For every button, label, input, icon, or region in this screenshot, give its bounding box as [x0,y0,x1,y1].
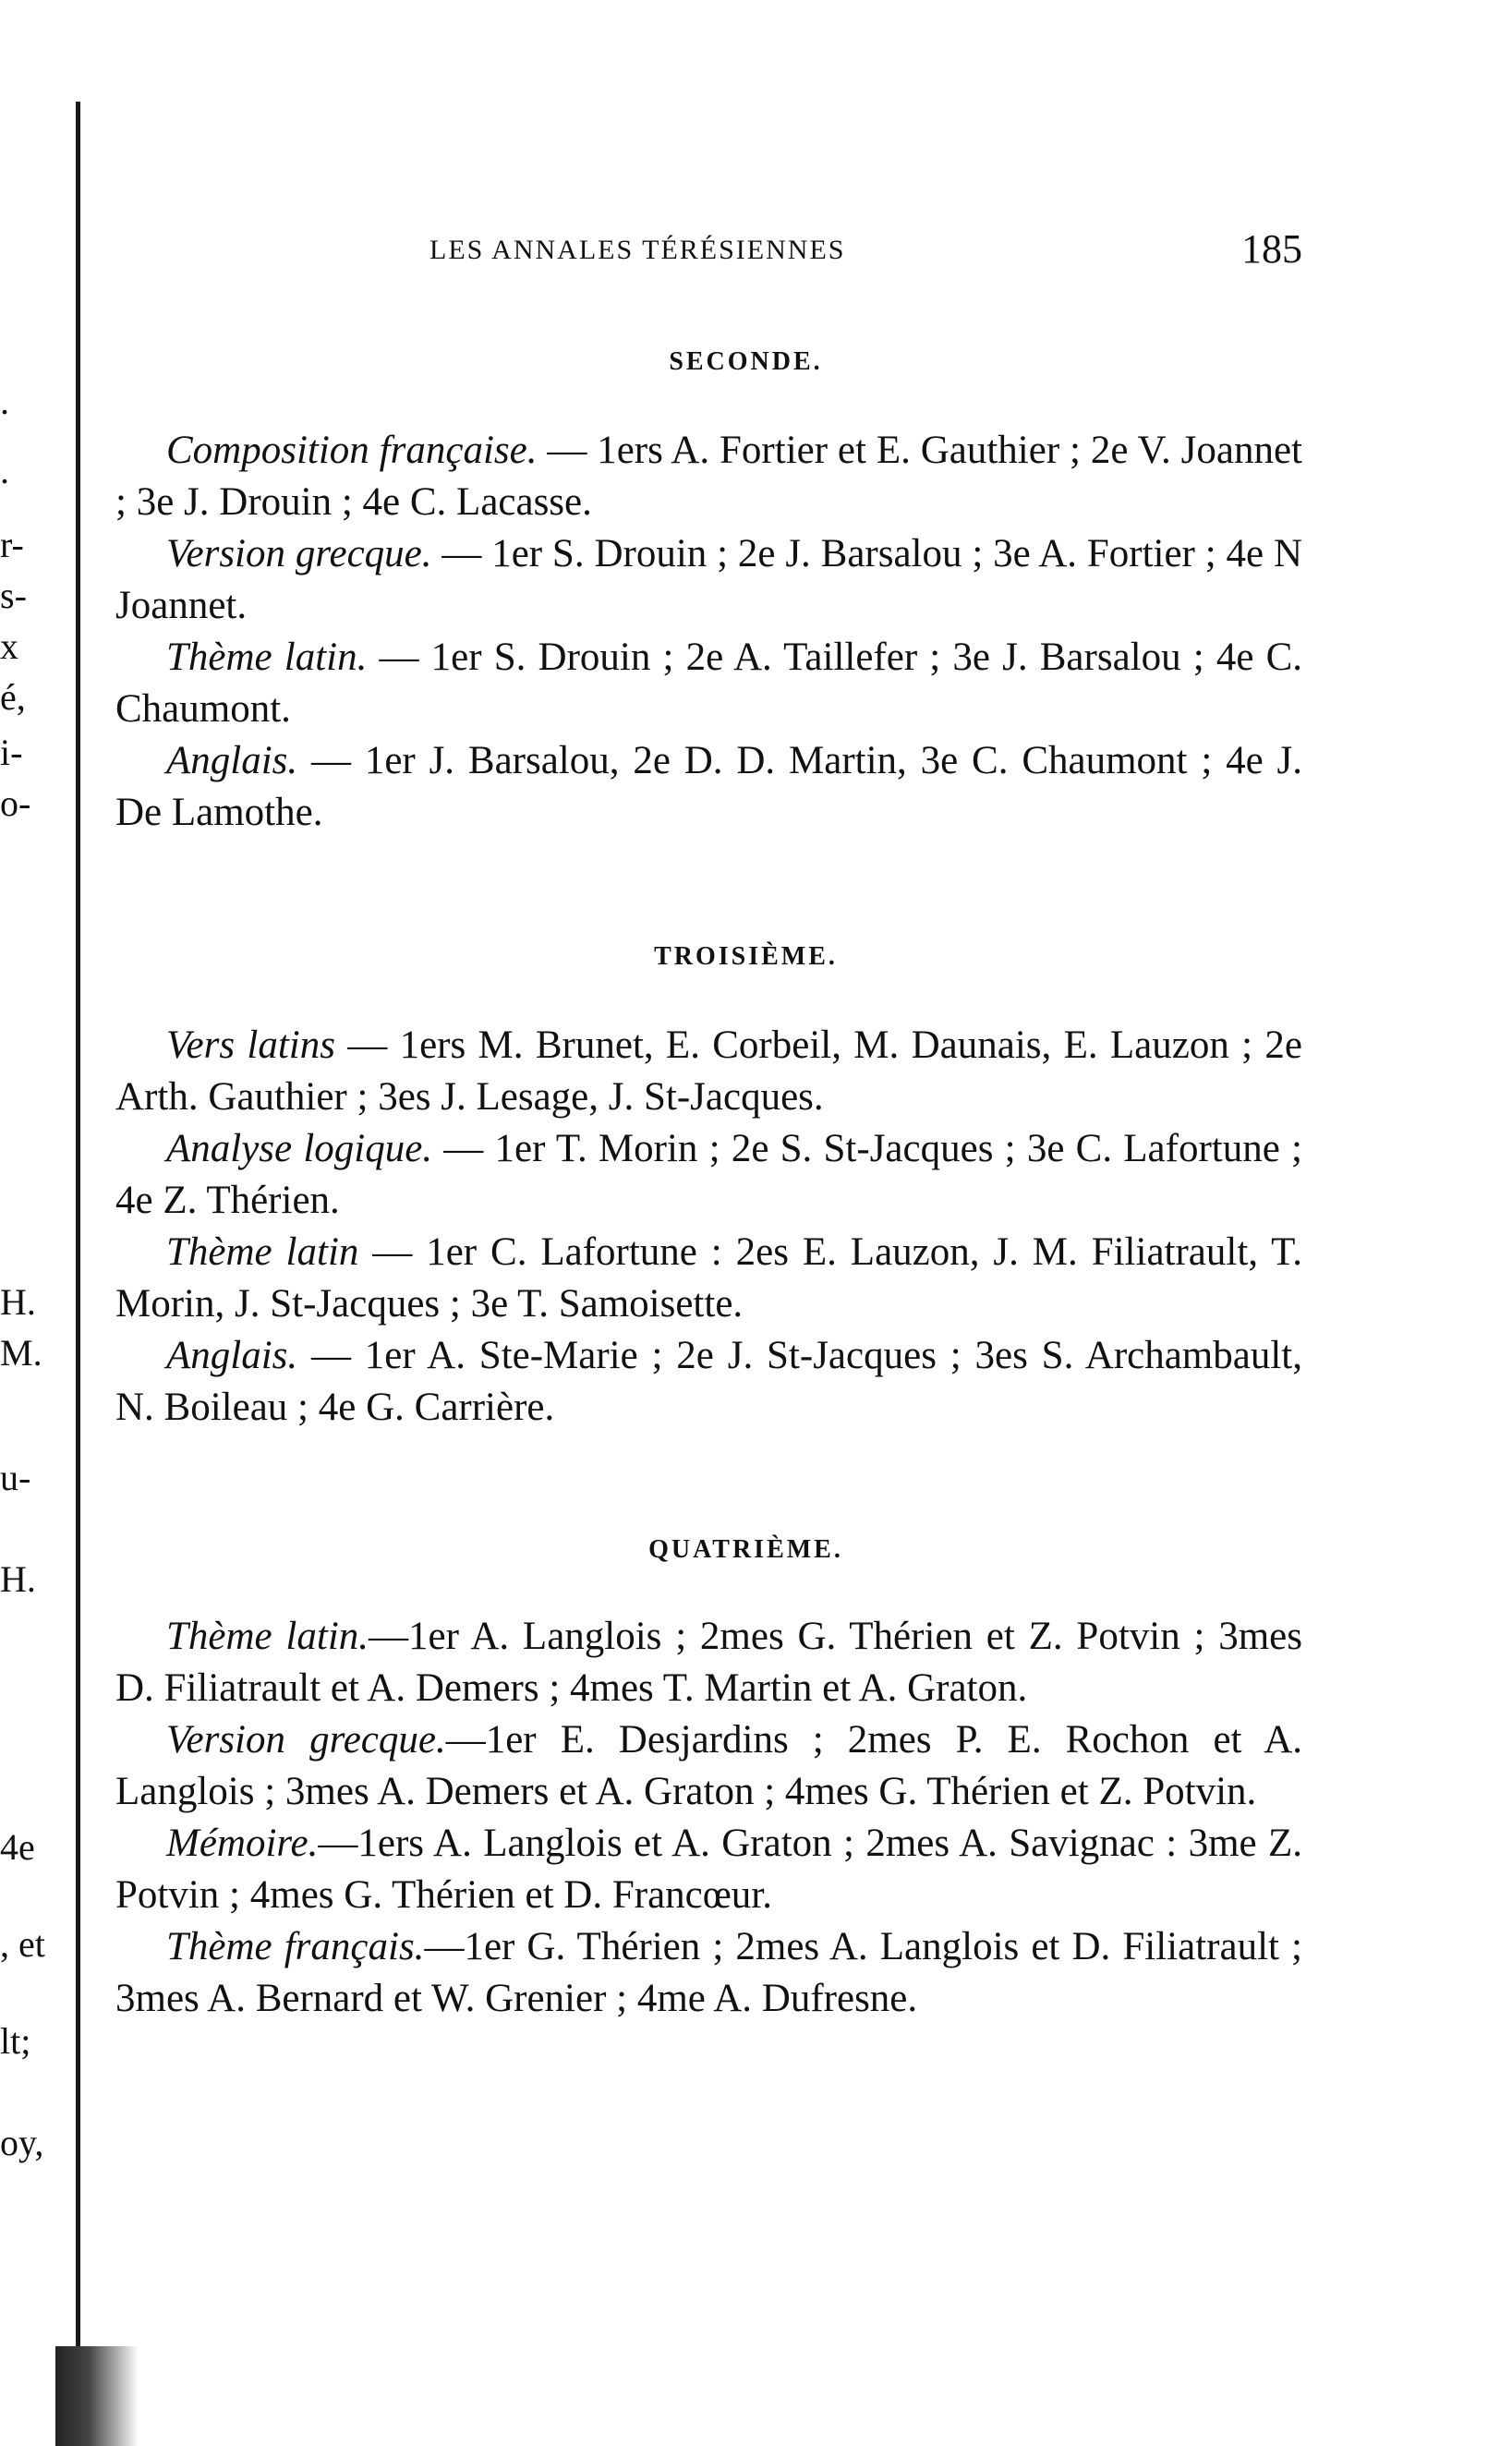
margin-fragment: . [0,381,9,422]
margin-fragment: , et [0,1923,45,1965]
entry-subject: Version grecque. [166,532,432,575]
page-body [115,226,1303,2025]
entry-subject: Version grecque. [166,1718,446,1762]
section-title: TROISIÈME. [654,942,838,971]
entry [115,1921,1302,2025]
entry [115,425,1302,528]
page-binding-shadow [55,2346,139,2446]
entry [115,1611,1302,1714]
entry-subject: Thème latin. [166,1615,369,1658]
page-binding-edge [76,102,80,2446]
entry-text: — 1er J. Barsalou, 2e D. D. Martin, 3e C. Chaumont ; 4e J. De Lamothe. [115,739,1302,834]
margin-fragment: M. [0,1332,42,1374]
entry-text: — 1er A. Ste-Marie ; 2e J. St-Jacques ; 3es S. Archambault, N. Boileau ; 4e G. Carrière. [115,1334,1302,1429]
entry-subject: Analyse logique. [166,1127,433,1170]
entry [115,735,1302,839]
entry-text: — 1ers A. Fortier et E. Gauthier ; 2e V. Joannet ; 3e J. Drouin ; 4e C. Lacasse. [115,429,1302,524]
entry-subject: Composition française. [166,429,538,472]
running-head [115,226,1302,286]
entry [115,528,1302,632]
entry-text: — 1er C. Lafortune : 2es E. Lauzon, J. M. Filiatrault, T. Morin, J. St-Jacques ; 3e T. Samoisette. [115,1230,1302,1326]
margin-fragment: 4e [0,1826,35,1868]
margin-fragment: x [0,625,18,667]
left-margin-fragments [0,0,69,2446]
entry-text: — 1er T. Morin ; 2e S. St-Jacques ; 3e C. Lafortune ; 4e Z. Thérien. [115,1127,1302,1222]
entry-subject: Thème français. [166,1925,425,1968]
margin-fragment: é, [0,676,26,718]
entry-subject: Mémoire. [166,1822,319,1865]
section-troisieme [115,942,1302,1434]
section-title: QUATRIÈME. [648,1535,843,1564]
section-title: SECONDE. [669,347,823,376]
margin-fragment: lt; [0,2020,31,2062]
entry-subject: Thème latin [166,1230,359,1274]
entry-text: —1er G. Thérien ; 2mes A. Langlois et D. Filiatrault ; 3mes A. Bernard et W. Grenier ; 4me A. Dufresne. [115,1925,1302,2020]
margin-fragment: u- [0,1457,31,1498]
entry [115,1330,1302,1434]
entry [115,1227,1302,1330]
entry-subject: Vers latins [166,1023,335,1067]
margin-fragment: i- [0,732,23,773]
running-title: LES ANNALES TÉRÉSIENNES [429,235,846,265]
margin-fragment: o- [0,782,31,824]
margin-fragment: H. [0,1281,36,1323]
entry [115,1714,1302,1818]
margin-fragment: H. [0,1558,36,1600]
margin-fragment: . [0,450,9,491]
entry-text: — 1er S. Drouin ; 2e J. Barsalou ; 3e A. Fortier ; 4e N Joannet. [115,532,1302,627]
entry [115,632,1302,735]
entry [115,1123,1302,1227]
page-number: 185 [1241,226,1302,272]
entry [115,1020,1302,1123]
margin-fragment: r- [0,524,24,565]
entry-subject: Anglais. [166,1334,298,1377]
entry-text: —1er A. Langlois ; 2mes G. Thérien et Z. Potvin ; 3mes D. Filiatrault et A. Demers ; 4mes T. Martin et A. Graton. [115,1615,1302,1710]
entry [115,1818,1302,1921]
entry-text: —1er E. Desjardins ; 2mes P. E. Rochon et A. Langlois ; 3mes A. Demers et A. Graton ; 4mes G. Thérien et Z. Potvin. [115,1718,1302,1813]
entry-subject: Thème latin. [166,636,368,679]
section-seconde [115,347,1302,839]
margin-fragment: oy, [0,2122,44,2163]
entry-text: —1ers A. Langlois et A. Graton ; 2mes A. Savignac : 3me Z. Potvin ; 4mes G. Thérien et D. Francœur. [115,1822,1302,1917]
entry-text: — 1ers M. Brunet, E. Corbeil, M. Daunais, E. Lauzon ; 2e Arth. Gauthier ; 3es J. Lesage, J. St-Jacques. [115,1023,1302,1119]
entry-subject: Anglais. [166,739,298,782]
entry-text: — 1er S. Drouin ; 2e A. Taillefer ; 3e J. Barsalou ; 4e C. Chaumont. [115,636,1303,731]
margin-fragment: s- [0,575,27,616]
section-quatrieme [115,1535,1302,2025]
